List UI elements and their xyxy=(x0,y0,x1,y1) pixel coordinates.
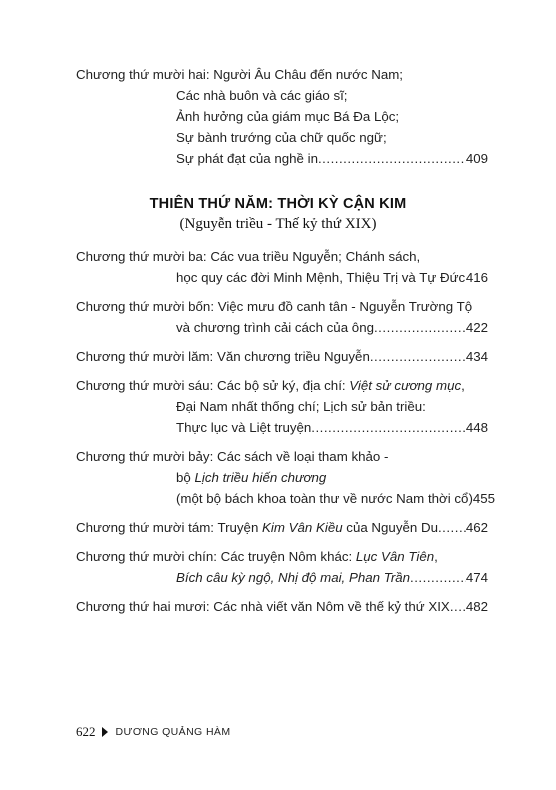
book-title: Lục Vân Tiên xyxy=(355,549,435,564)
toc-line-with-page xyxy=(76,488,496,509)
toc-entry xyxy=(76,64,488,169)
book-title: Lịch triều hiến chương xyxy=(194,470,327,485)
toc-line: Đại Nam nhất thống chí; Lịch sử bản triều: xyxy=(176,399,426,414)
toc-line xyxy=(76,467,488,488)
page-number: 462 xyxy=(465,520,488,535)
book-title: Kim Vân Kiều xyxy=(262,520,343,535)
toc-line-with-page xyxy=(76,317,488,338)
dot-leader xyxy=(410,567,466,588)
dot-leader xyxy=(311,417,466,438)
page-number: 455 xyxy=(472,491,496,506)
footer-author: DƯƠNG QUẢNG HÀM xyxy=(115,726,231,738)
toc-entry-chapter-20 xyxy=(76,596,488,617)
toc-text: bộ xyxy=(176,470,195,485)
toc-entry-chapter-13 xyxy=(76,246,488,288)
toc-text: Chương thứ mười lăm: Văn chương triều Nguyễn xyxy=(76,349,370,364)
toc-text xyxy=(76,517,438,538)
toc-line: Sự bành trướng của chữ quốc ngữ; xyxy=(176,130,387,145)
toc-line-with-page xyxy=(76,517,488,538)
toc-entry-chapter-19 xyxy=(76,546,488,588)
toc-text: Chương thứ mười sáu: Các bộ sử ký, địa chí: xyxy=(76,378,350,393)
toc-text-part: Chương thứ mười tám: Truyện xyxy=(76,520,263,535)
section-heading xyxy=(0,196,556,233)
page-number: 422 xyxy=(465,320,488,335)
dot-leader xyxy=(450,596,466,617)
toc-line xyxy=(76,546,488,567)
page-footer xyxy=(76,724,230,740)
toc-text: Chương thứ hai mươi: Các nhà viết văn Nôm về thế kỷ thứ XIX xyxy=(76,599,450,614)
toc-entry-chapter-16 xyxy=(76,375,488,438)
toc-line: Chương thứ mười bốn: Việc mưu đồ canh tân - Nguyễn Trường Tộ xyxy=(76,299,473,314)
book-title: Việt sử cương mục xyxy=(349,378,462,393)
page-number: 409 xyxy=(465,151,488,166)
toc-text: Sự phát đạt của nghề in xyxy=(176,151,318,166)
toc-text: học quy các đời Minh Mệnh, Thiệu Trị và Tự Đức xyxy=(176,270,466,285)
toc-entry-chapter-12 xyxy=(76,64,488,169)
dot-leader xyxy=(318,148,466,169)
toc-line: Chương thứ mười ba: Các vua triều Nguyễn; Chánh sách, xyxy=(76,249,421,264)
toc-text: , xyxy=(461,378,465,393)
toc-line xyxy=(76,375,488,396)
page-number: 482 xyxy=(465,599,488,614)
toc-text: , xyxy=(434,549,438,564)
toc-entry-chapter-17 xyxy=(76,446,496,509)
dot-leader xyxy=(370,346,466,367)
toc-entry-chapter-14 xyxy=(76,296,488,338)
toc-line: Các nhà buôn và các giáo sĩ; xyxy=(176,88,348,103)
toc-text: (một bộ bách khoa toàn thư về nước Nam thời cổ) xyxy=(176,491,473,506)
toc-entry-chapter-15 xyxy=(76,346,488,367)
toc-line-with-page xyxy=(76,148,488,169)
toc-text-part: của Nguyễn Du xyxy=(342,520,438,535)
page-number: 448 xyxy=(465,420,488,435)
toc-text: Chương thứ mười chín: Các truyện Nôm khác: xyxy=(76,549,356,564)
toc-entry-chapter-18 xyxy=(76,517,488,538)
toc-line-with-page xyxy=(76,346,488,367)
toc-text: Thực lục và Liệt truyện xyxy=(176,420,312,435)
book-titles: Bích câu kỳ ngộ, Nhị độ mai, Phan Trần xyxy=(176,570,411,585)
dot-leader xyxy=(374,317,466,338)
toc-line-with-page xyxy=(76,596,488,617)
toc-line-with-page xyxy=(76,417,488,438)
toc-line-with-page xyxy=(76,267,488,288)
toc-line: Ảnh hưởng của giám mục Bá Đa Lộc; xyxy=(176,109,400,124)
footer-page-number: 622 xyxy=(76,724,96,739)
section-title: THIÊN THỨ NĂM: THỜI KỲ CẬN KIM xyxy=(149,196,407,212)
toc-line: Chương thứ mười bảy: Các sách về loại tham khảo - xyxy=(76,449,389,464)
toc-list xyxy=(76,246,496,617)
toc-line-with-page xyxy=(76,567,488,588)
toc-line: Chương thứ mười hai: Người Âu Châu đến nước Nam; xyxy=(76,67,403,82)
page-number: 416 xyxy=(465,270,488,285)
page-number: 434 xyxy=(465,349,488,364)
section-subtitle: (Nguyễn triều - Thế kỷ thứ XIX) xyxy=(179,216,377,232)
page-number: 474 xyxy=(465,570,488,585)
toc-text: và chương trình cải cách của ông xyxy=(176,320,374,335)
dot-leader xyxy=(438,517,466,538)
triangle-marker-icon xyxy=(102,727,108,737)
